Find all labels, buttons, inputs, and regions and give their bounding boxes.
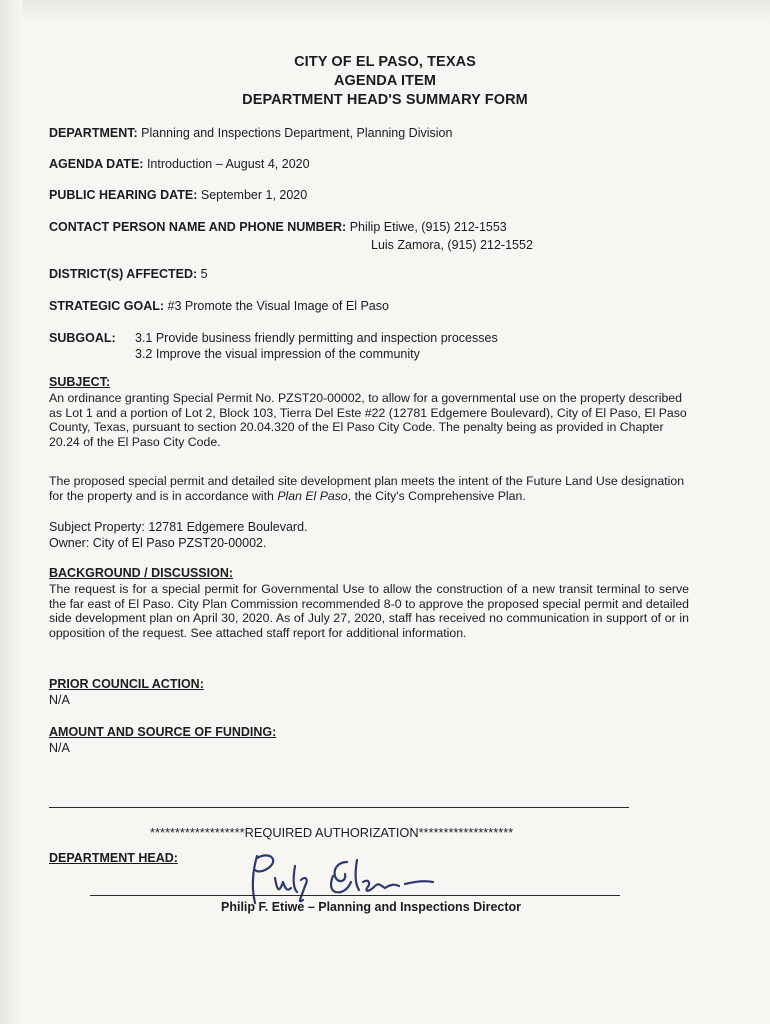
subject-property: Subject Property: 12781 Edgemere Boulevard. bbox=[49, 520, 308, 534]
agenda-date-value: Introduction – August 4, 2020 bbox=[146, 157, 310, 171]
separator-line bbox=[49, 807, 629, 808]
header-agenda-item: AGENDA ITEM bbox=[333, 73, 437, 89]
prior-action-heading: PRIOR COUNCIL ACTION: bbox=[49, 677, 204, 691]
contact-label: CONTACT PERSON NAME AND PHONE NUMBER: bbox=[49, 220, 347, 234]
plan-el-paso-italic: Plan El Paso bbox=[277, 488, 348, 503]
subject-owner: Owner: City of El Paso PZST20-00002. bbox=[49, 536, 267, 550]
funding-heading: AMOUNT AND SOURCE OF FUNDING: bbox=[49, 725, 277, 739]
header-form-title: DEPARTMENT HEAD'S SUMMARY FORM bbox=[242, 92, 528, 108]
signature-line bbox=[90, 895, 620, 896]
required-authorization: *******************REQUIRED AUTHORIZATION******************* bbox=[150, 825, 514, 840]
department-head-label: DEPARTMENT HEAD: bbox=[49, 851, 178, 865]
subgoal-item-1: 3.1 Provide business friendly permitting and inspection processes bbox=[135, 331, 498, 345]
subgoal-label: SUBGOAL: bbox=[49, 331, 116, 345]
public-hearing-value: September 1, 2020 bbox=[200, 188, 308, 202]
background-paragraph: The request is for a special permit for Governmental Use to allow the construction of a new transit terminal to serve the far east of El Paso. City Plan Commission recommended 8-0 to approve the proposed special permit and detailed side development plan on April 30, 2020. As of July 27, 2020, staff has received no communication in support of or in opposition of the request. See attached staff report for additional information. bbox=[49, 582, 689, 640]
contact-row bbox=[49, 220, 507, 234]
prior-action-value: N/A bbox=[49, 693, 70, 707]
districts-row bbox=[49, 267, 208, 281]
signature-image bbox=[235, 848, 445, 908]
department-row bbox=[49, 126, 452, 140]
agenda-date-label: AGENDA DATE: bbox=[49, 157, 144, 171]
header-city: CITY OF EL PASO, TEXAS bbox=[294, 54, 476, 70]
department-head-name: Philip F. Etiwe – Planning and Inspections Director bbox=[221, 900, 522, 914]
background-heading: BACKGROUND / DISCUSSION: bbox=[49, 566, 234, 580]
subject-paragraph: An ordinance granting Special Permit No. PZST20-00002, to allow for a governmental use on the property described as Lot 1 and a portion of Lot 2, Block 103, Tierra Del Este #22 (12781 Edgemere Boulevard), City of El Paso, El Paso County, Texas, pursuant to section 20.04.320 of the El Paso City Code. The penalty being as provided in Chapter 20.24 of the El Paso City Code. bbox=[49, 391, 687, 449]
strategic-goal-label: STRATEGIC GOAL: bbox=[49, 299, 165, 313]
contact-value-2: Luis Zamora, (915) 212-1552 bbox=[371, 238, 533, 252]
public-hearing-row bbox=[49, 188, 307, 202]
plan-paragraph bbox=[49, 474, 689, 503]
subgoal-item-2: 3.2 Improve the visual impression of the community bbox=[135, 347, 420, 361]
subject-heading: SUBJECT: bbox=[49, 375, 111, 389]
plan-text-end: , the City's Comprehensive Plan. bbox=[347, 488, 526, 503]
strategic-goal-row bbox=[49, 299, 389, 313]
public-hearing-label: PUBLIC HEARING DATE: bbox=[49, 188, 198, 202]
districts-value: 5 bbox=[200, 267, 208, 281]
districts-label: DISTRICT(S) AFFECTED: bbox=[49, 267, 198, 281]
funding-value: N/A bbox=[49, 741, 70, 755]
agenda-date-row bbox=[49, 157, 310, 171]
scan-shadow-top bbox=[0, 0, 770, 22]
plan-text-start: The proposed special permit and detailed site development plan meets the intent of the Future Land Use designation for the property and is in accordance with bbox=[49, 474, 685, 503]
department-value: Planning and Inspections Department, Planning Division bbox=[141, 126, 453, 140]
contact-value-1: Philip Etiwe, (915) 212-1553 bbox=[349, 220, 507, 234]
scan-shadow-left bbox=[0, 0, 22, 1024]
department-label: DEPARTMENT: bbox=[49, 126, 138, 140]
strategic-goal-value: #3 Promote the Visual Image of El Paso bbox=[167, 299, 389, 313]
